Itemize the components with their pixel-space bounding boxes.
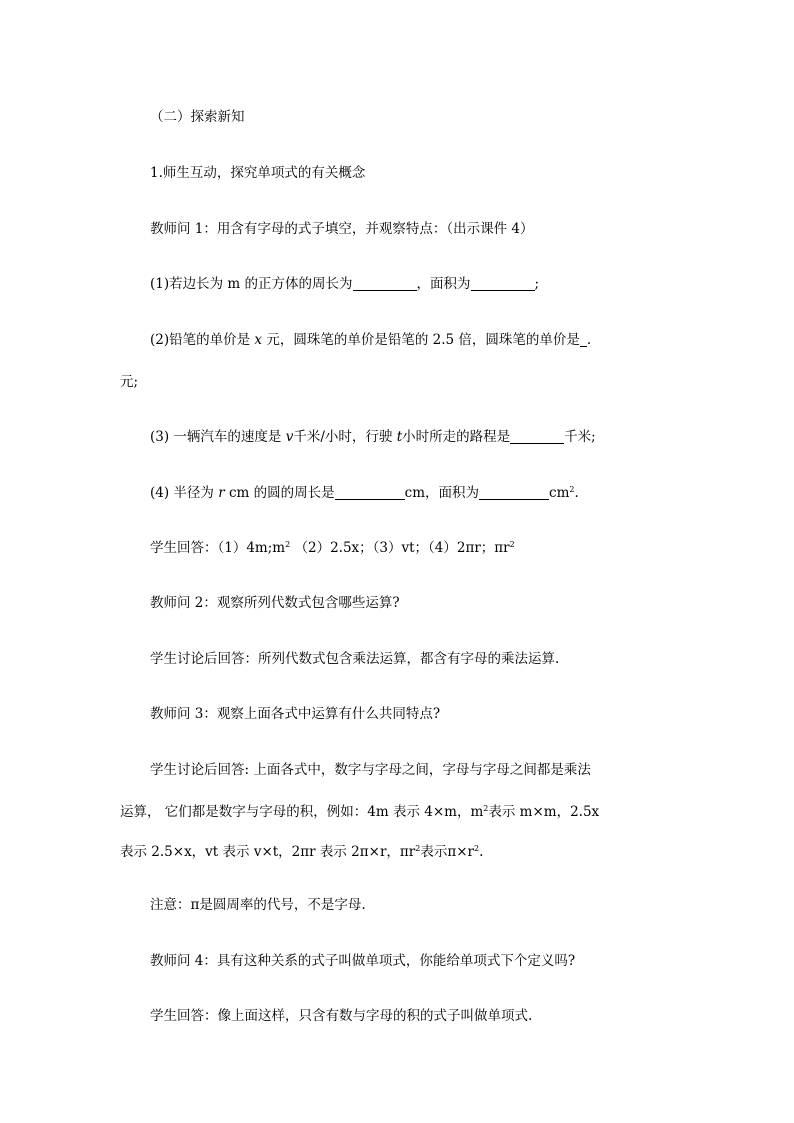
question-3-text-b: 千米/小时，行驶 <box>293 429 397 445</box>
question-3 <box>150 428 596 446</box>
question-3-text-c: 小时所走的路程是 <box>402 429 511 445</box>
student-answer-3-line-2-text-a: 运算， 它们都是数字与字母的积，例如：4m 表示 4×m，m <box>120 804 484 820</box>
student-answer-4: 学生回答：像上面这样，只含有数与字母的积的式子叫做单项式. <box>150 1008 533 1024</box>
question-1-text-b: ，面积为 <box>416 276 471 292</box>
superscript: 2 <box>483 804 489 813</box>
teacher-question-2: 教师问 2：观察所列代数式包含哪些运算? <box>150 595 400 611</box>
variable-r: r <box>218 485 225 501</box>
question-4-text-c: cm，面积为 <box>404 485 480 501</box>
question-4 <box>150 484 579 502</box>
step-heading: 1.师生互动，探究单项式的有关概念 <box>150 165 366 181</box>
answer-blank <box>335 485 405 500</box>
student-answer-3-line-3-text-b: 表示π×r <box>420 844 474 860</box>
superscript: 2 <box>285 540 291 549</box>
question-3-text-d: 千米; <box>564 429 596 445</box>
question-2-continuation: 元; <box>120 374 139 390</box>
teacher-question-4: 教师问 4：具有这种关系的式子叫做单项式，你能给单项式下个定义吗? <box>150 953 576 969</box>
question-1 <box>150 275 539 293</box>
student-answer-3-line-2-text-b: 表示 m×m，2.5x <box>488 804 600 820</box>
answer-blank <box>510 429 564 444</box>
student-answer-3-line-2 <box>120 803 599 821</box>
superscript: 2 <box>569 485 575 494</box>
question-2-text-a: (2)铅笔的单价是 <box>150 332 255 348</box>
variable-x: x <box>254 332 263 348</box>
student-answer-3-line-3-text-a: 表示 2.5×x，vt 表示 v×t，2πr 表示 2π×r，πr <box>120 844 416 860</box>
superscript: 2 <box>509 540 515 549</box>
question-2-text-c: . <box>586 332 592 348</box>
question-2-text-b: 元，圆珠笔的单价是铅笔的 2.5 倍，圆珠笔的单价是 <box>262 332 580 348</box>
student-answer-2: 学生讨论后回答：所列代数式包含乘法运算，都含有字母的乘法运算. <box>150 651 560 667</box>
teacher-question-3: 教师问 3：观察上面各式中运算有什么共同特点? <box>150 706 441 722</box>
student-answer-1-text-a: 学生回答：（1）4m;m <box>150 540 286 556</box>
answer-blank <box>471 276 535 291</box>
question-3-text-a: (3) 一辆汽车的速度是 <box>150 429 286 445</box>
student-answer-3-line-3 <box>120 843 483 861</box>
section-title: （二）探索新知 <box>150 109 245 125</box>
student-answer-3-line-3-text-c: . <box>479 844 484 860</box>
student-answer-1 <box>150 539 515 557</box>
variable-t: t <box>396 429 403 445</box>
question-4-text-b: cm 的圆的周长是 <box>224 485 335 501</box>
superscript: 2 <box>415 844 421 853</box>
student-answer-1-text-b: （2）2.5x；（3）vt；（4）2πr；πr <box>290 540 510 556</box>
teacher-question-1: 教师问 1：用含有字母的式子填空，并观察特点：（出示课件 4） <box>150 221 534 237</box>
question-4-text-e: . <box>574 485 579 501</box>
question-4-text-a: (4) 半径为 <box>150 485 219 501</box>
question-1-text-c: ; <box>534 276 540 292</box>
question-4-text-d: cm <box>549 485 570 501</box>
answer-blank <box>580 332 587 347</box>
answer-blank <box>479 485 549 500</box>
variable-v: v <box>285 429 294 445</box>
student-answer-3-line-1: 学生讨论后回答: 上面各式中，数字与字母之间，字母与字母之间都是乘法 <box>150 762 591 778</box>
answer-blank <box>353 276 417 291</box>
note: 注意：π是圆周率的代号，不是字母. <box>150 897 366 913</box>
superscript: 2 <box>473 844 480 853</box>
question-1-text-a: (1)若边长为 m 的正方体的周长为 <box>150 276 353 292</box>
question-2 <box>150 331 591 349</box>
